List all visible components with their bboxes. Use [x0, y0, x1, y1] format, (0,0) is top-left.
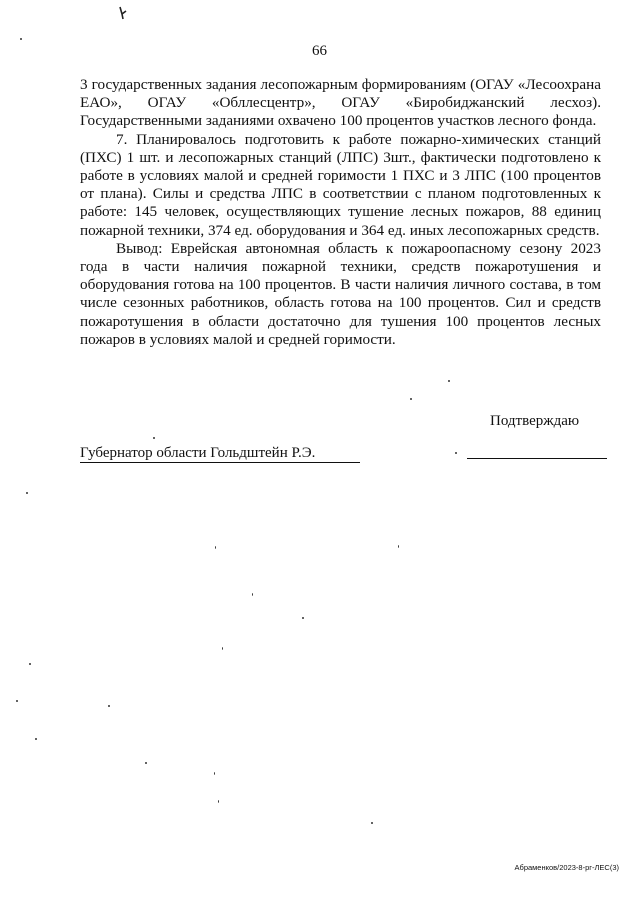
scan-speck [153, 437, 155, 439]
document-footer-code: Абраменков/2023-8-рг-ЛЕС(3) [514, 863, 619, 872]
paragraph-state-tasks: 3 государственных задания лесопожарным формированиям (ОГАУ «Лесоохрана ЕАО», ОГАУ «Обллесцентр», ОГАУ «Биробиджанский лесхоз). Государственными заданиями охвачено 100 процентов участков лесного фонда. [80, 76, 601, 130]
scan-speck [302, 617, 304, 619]
scan-speck [455, 452, 457, 454]
scan-speck [108, 705, 110, 707]
scan-speck [222, 647, 223, 650]
page-number: 66 [312, 43, 327, 59]
scan-speck [145, 762, 147, 764]
signatory-name: Губернатор области Гольдштейн Р.Э. [80, 445, 360, 463]
signature-block [80, 445, 610, 465]
scan-speck [448, 380, 450, 382]
document-body [80, 76, 601, 349]
scan-speck [29, 663, 31, 665]
scan-speck [252, 593, 253, 596]
scan-speck [215, 546, 216, 549]
paragraph-conclusion: Вывод: Еврейская автономная область к пожароопасному сезону 2023 года в части наличия пожарной техники, средств пожаротушения и оборудования готова на 100 процентов. В части наличия личного состава, в том числе сезонных работников, область готова на 100 процентов. Сил и средств пожаротушения в области достаточно для тушения 100 процентов лесных пожаров в условиях малой и средней горимости. [80, 239, 601, 348]
scan-speck [371, 822, 373, 824]
confirm-label: Подтверждаю [490, 413, 580, 429]
scan-speck [214, 772, 215, 775]
scan-speck [410, 398, 412, 400]
scan-speck [398, 545, 399, 548]
scan-speck [16, 700, 18, 702]
stray-ink-mark [117, 6, 129, 20]
scan-speck [35, 738, 37, 740]
scan-speck [20, 38, 22, 40]
signature-line [467, 458, 607, 459]
paragraph-item-7: 7. Планировалось подготовить к работе пожарно-химических станций (ПХС) 1 шт. и лесопожарных станций (ЛПС) 3шт., фактически подготовлено к работе в условиях малой и средней горимости 1 ПХС и 3 ЛПС (100 процентов от плана). Силы и средства ЛПС в соответствии с планом подготовленных к работе: 145 человек, осуществляющих тушение лесных пожаров, 88 единиц пожарной техники, 374 ед. оборудования и 364 ед. иных лесопожарных средств. [80, 130, 601, 239]
scan-speck [26, 492, 28, 494]
scan-speck [218, 800, 219, 803]
